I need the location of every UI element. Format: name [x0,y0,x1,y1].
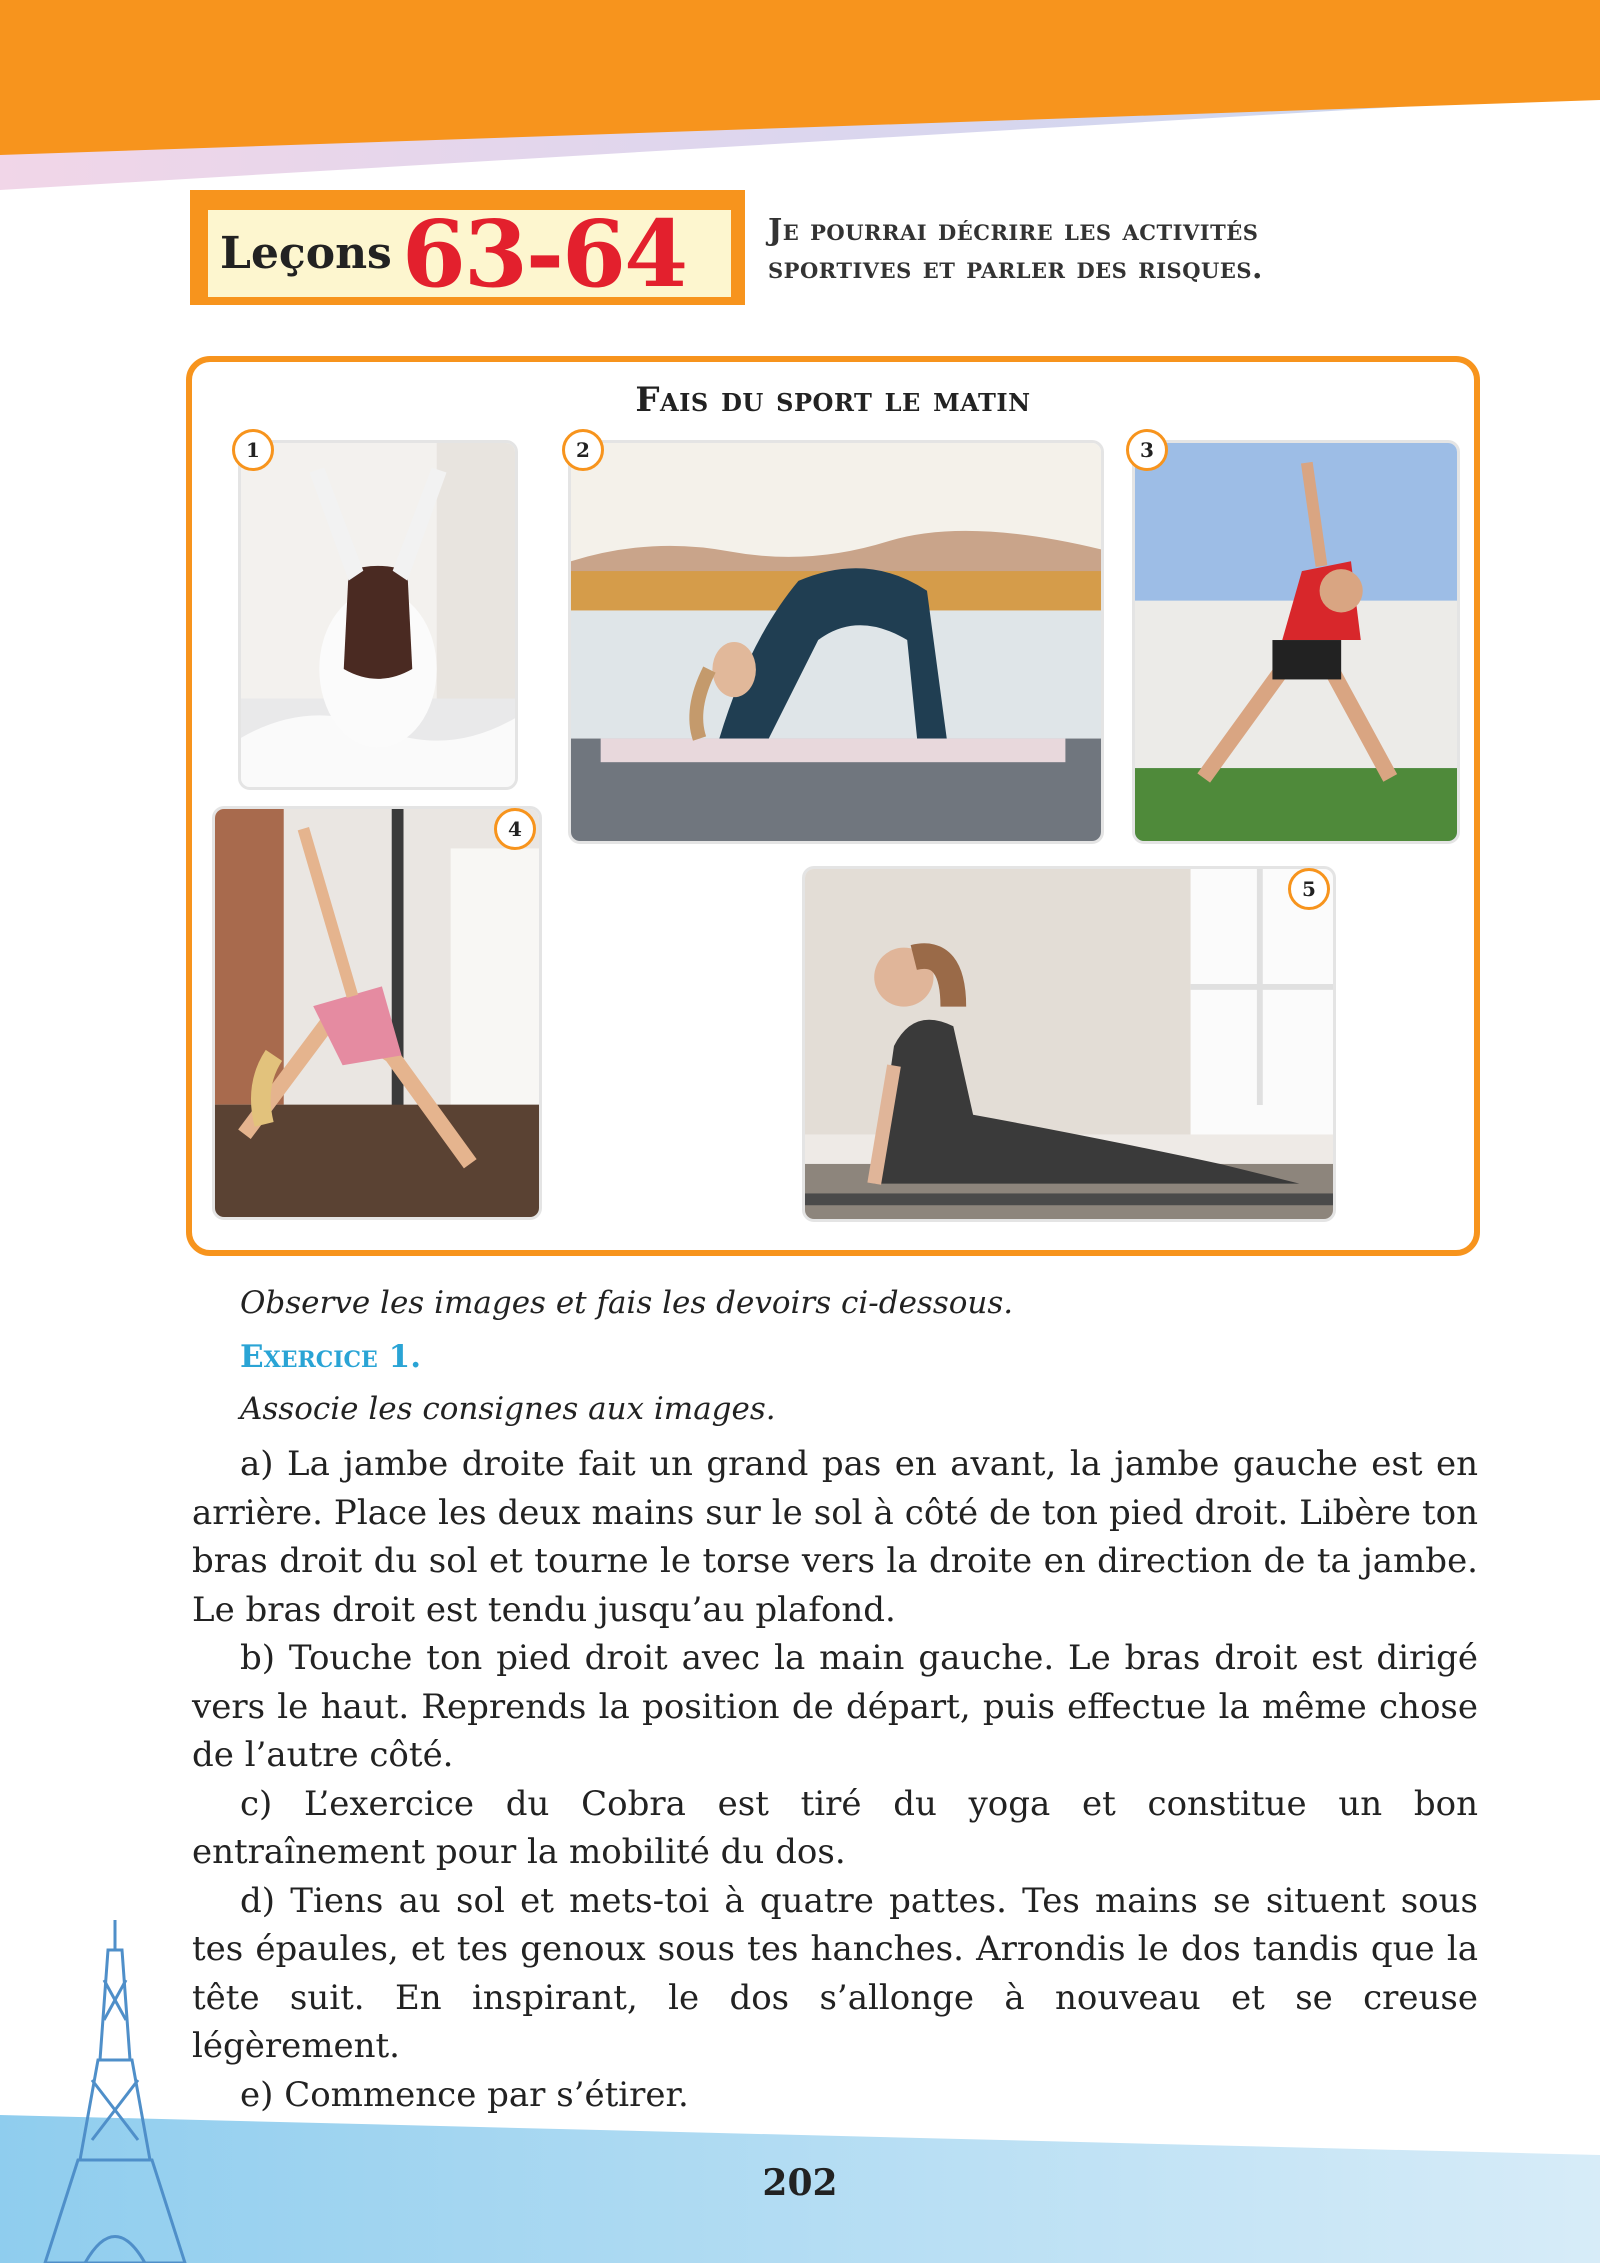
photo-number-5: 5 [1288,868,1330,910]
top-banner [0,0,1600,190]
exercise-title: Exercice 1. [240,1339,421,1375]
photo-4 [212,806,542,1220]
objective-line-2: sportives et parler des risques. [768,251,1263,286]
lesson-objective [768,212,1468,288]
figure-title: Fais du sport le matin [635,380,1031,420]
exercise-item-c: c) L’exercice du Cobra est tiré du yoga et constitue un bon entraînement pour la mobilité du dos. [192,1783,1478,1872]
photo-number-1: 1 [232,429,274,471]
exercise-item-e: e) Commence par s’étirer. [240,2074,689,2115]
general-instruction: Observe les images et fais les devoirs ci-dessous. [240,1285,1014,1321]
photo-figure-frame [186,356,1480,1256]
exercise-item-a: a) La jambe droite fait un grand pas en avant, la jambe gauche est en arrière. Place les deux mains sur le sol à côté de ton pied droit. Libère ton bras droit du sol et tourne le torse vers la droite en direction de ta jambe. Le bras droit est tendu jusqu’au plafond. [192,1444,1478,1630]
exercise-instruction: Associe les consignes aux images. [240,1391,776,1427]
exercise-item-d: d) Tiens au sol et mets-toi à quatre pattes. Tes mains se situent sous tes épaules, et tes genoux sous tes hanches. Arrondis le dos tandis que la tête suit. En inspirant, le dos s’allonge à nouveau et se creuse légèrement. [192,1880,1478,2066]
objective-line-1: Je pourrai décrire les activités [768,213,1259,248]
photo-number-3: 3 [1126,429,1168,471]
page-number: 202 [762,2162,838,2204]
photo-1 [238,440,518,790]
lesson-body [192,1280,1478,2119]
photo-3 [1132,440,1460,844]
lesson-badge-inner [208,199,731,308]
lesson-badge [190,190,745,308]
photo-2 [568,440,1104,844]
photo-number-2: 2 [562,429,604,471]
exercise-item-b: b) Touche ton pied droit avec la main gauche. Le bras droit est dirigé vers le haut. Reprends la position de départ, puis effectue la même chose de l’autre côté. [192,1638,1478,1775]
lesson-number: 63-64 [401,199,687,308]
lesson-word: Leçons [220,228,392,279]
photo-5 [802,866,1336,1222]
photo-number-4: 4 [494,808,536,850]
eiffel-tower-icon [40,1920,190,2263]
